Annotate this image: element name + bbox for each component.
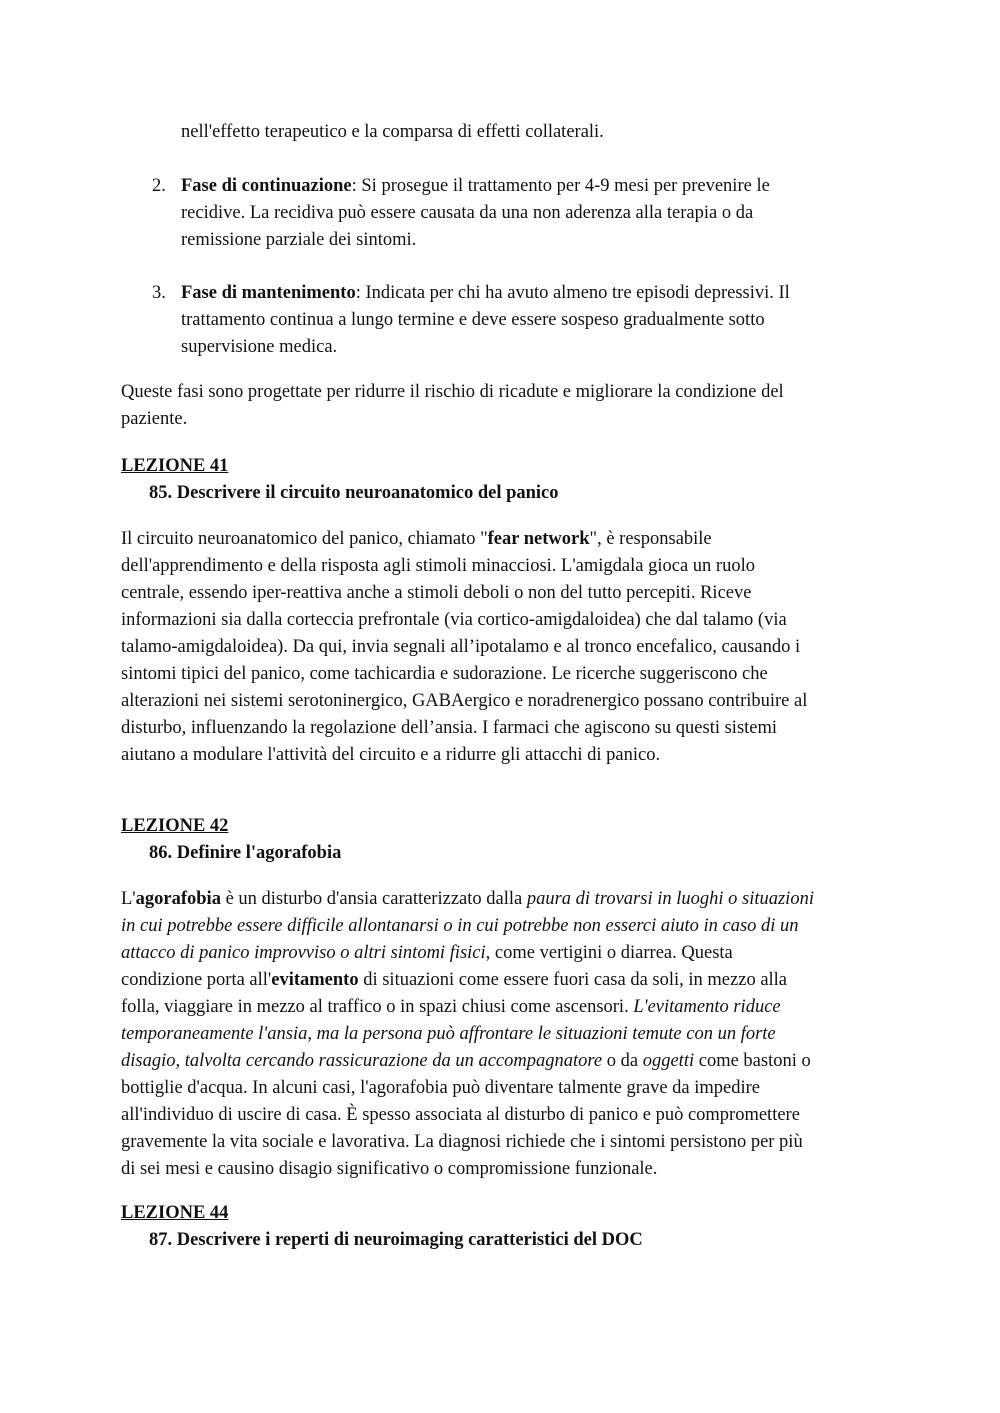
lesson-heading: LEZIONE 42	[121, 816, 229, 836]
paragraph-line: disturbo, influenzando la regolazione dell’ansia. I farmaci che agiscono su questi sistemi	[121, 718, 778, 738]
paragraph-line: di sei mesi e causino disagio significativo o compromissione funzionale.	[121, 1159, 658, 1179]
summary-line: paziente.	[121, 409, 188, 429]
paragraph-line: centrale, essendo iper-reattiva anche a stimoli deboli o non del tutto percepiti. Riceve	[121, 583, 752, 603]
paragraph-line: talamo-amigdaloidea). Da qui, invia segnali all’ipotalamo e al tronco encefalico, causando i	[121, 637, 801, 657]
paragraph-line: attacco di panico improvviso o altri sintomi fisici, come vertigini o diarrea. Questa	[121, 943, 733, 963]
paragraph-line: all'individuo di uscire di casa. È spesso associata al disturbo di panico e può compromettere	[121, 1105, 800, 1125]
paragraph-line: gravemente la vita sociale e lavorativa. La diagnosi richiede che i sintomi persistono per più	[121, 1132, 803, 1152]
list-number: 3.	[152, 283, 166, 303]
list-item-line: trattamento continua a lungo termine e deve essere sospeso gradualmente sotto	[181, 310, 765, 330]
lesson-heading: LEZIONE 41	[121, 456, 229, 476]
summary-line: Queste fasi sono progettate per ridurre il rischio di ricadute e migliorare la condizione del	[121, 382, 784, 402]
paragraph-line: in cui potrebbe essere difficile allontanarsi o in cui potrebbe non esserci aiuto in caso di un	[121, 916, 799, 936]
paragraph-line: dell'apprendimento e della risposta agli stimoli minacciosi. L'amigdala gioca un ruolo	[121, 556, 755, 576]
paragraph-line: aiutano a modulare l'attività del circuito e a ridurre gli attacchi di panico.	[121, 745, 661, 765]
phase-term: Fase di continuazione	[181, 176, 352, 196]
question-heading: 87. Descrivere i reperti di neuroimaging caratteristici del DOC	[149, 1230, 643, 1250]
list-item-continuation: nell'effetto terapeutico e la comparsa di effetti collaterali.	[181, 122, 604, 142]
paragraph-line: informazioni sia dalla corteccia prefrontale (via cortico-amigdaloidea) che dal talamo (via	[121, 610, 787, 630]
lesson-heading: LEZIONE 44	[121, 1203, 229, 1223]
paragraph-line: bottiglie d'acqua. In alcuni casi, l'agorafobia può diventare talmente grave da impedire	[121, 1078, 761, 1098]
paragraph-line: sintomi tipici del panico, come tachicardia e sudorazione. Le ricerche suggeriscono che	[121, 664, 768, 684]
paragraph-line: temporaneamente l'ansia, ma la persona può affrontare le situazioni temute con un forte	[121, 1024, 776, 1044]
paragraph-line: condizione porta all'evitamento di situazioni come essere fuori casa da soli, in mezzo alla	[121, 970, 788, 990]
paragraph-line: disagio, talvolta cercando rassicurazione da un accompagnatore o da oggetti come bastoni o	[121, 1051, 811, 1071]
paragraph-line: folla, viaggiare in mezzo al traffico o in spazi chiusi come ascensori. L'evitamento riduce	[121, 997, 781, 1017]
phase-term: Fase di mantenimento	[181, 283, 356, 303]
list-item-line: remissione parziale dei sintomi.	[181, 230, 417, 250]
list-item-line: Fase di mantenimento: Indicata per chi ha avuto almeno tre episodi depressivi. Il	[181, 283, 790, 303]
paragraph-line: alterazioni nei sistemi serotoninergico, GABAergico e noradrenergico possano contribuire al	[121, 691, 808, 711]
paragraph-line: Il circuito neuroanatomico del panico, chiamato "fear network", è responsabile	[121, 529, 712, 549]
list-item-line: supervisione medica.	[181, 337, 338, 357]
list-item-line: recidive. La recidiva può essere causata da una non aderenza alla terapia o da	[181, 203, 754, 223]
question-heading: 85. Descrivere il circuito neuroanatomico del panico	[149, 483, 559, 503]
paragraph-line: L'agorafobia è un disturbo d'ansia caratterizzato dalla paura di trovarsi in luoghi o situazioni	[121, 889, 814, 909]
list-number: 2.	[152, 176, 166, 196]
question-heading: 86. Definire l'agorafobia	[149, 843, 342, 863]
list-item-line: Fase di continuazione: Si prosegue il trattamento per 4-9 mesi per prevenire le	[181, 176, 770, 196]
